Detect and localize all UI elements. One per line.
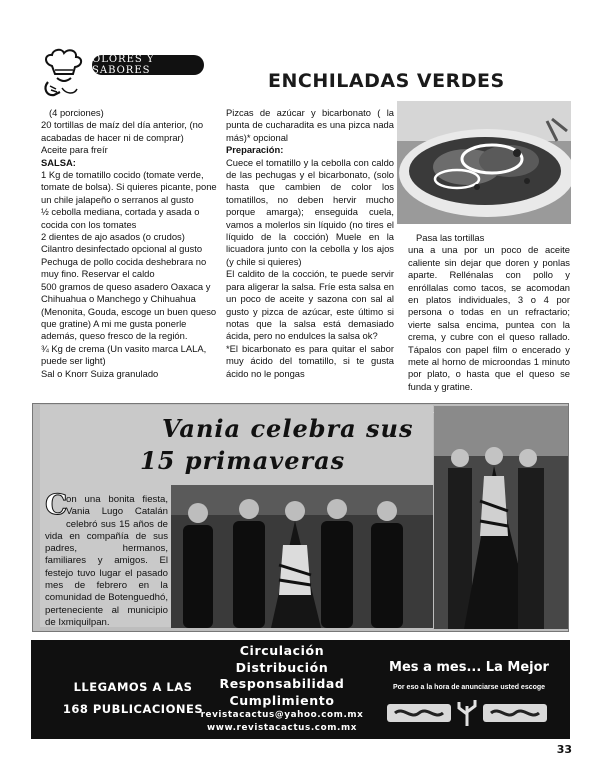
banner-email[interactable]: revistacactus@yahoo.com.mx <box>200 710 364 720</box>
recipe-paragraph: Pizcas de azúcar y bicarbonato ( la punta de cucharadita es una pizca nada más)* opcional <box>226 107 394 143</box>
banner-value-cumplimiento: Cumplimiento <box>229 692 335 708</box>
recipe-paragraph: Cuece el tomatillo y la cebolla con caldo de las pechugas y el bicarbonato, (solo hasta que cambien de color los tomatillos, no deben hervir mucho porque amarga); enseguida cuela, vamos a molerlos sin líquido (no tires el líquido de la cocción) Muele en la licuadora junto con la cebolla y los ajos (y chile si quieres) <box>226 156 394 267</box>
dropcap-letter: C <box>45 488 68 521</box>
cactus-logo <box>387 700 547 726</box>
recipe-paragraph: SALSA: <box>41 156 76 168</box>
recipe-paragraph: ¾ Kg de crema (Un vasito marca LALA, puede ser light) <box>41 342 207 367</box>
recipe-paragraph: 2 dientes de ajo asados (o crudos) <box>41 231 185 243</box>
enchiladas-photo <box>397 101 571 224</box>
recipe-paragraph: Aceite para freír <box>41 144 108 156</box>
banner-value-responsabilidad: Responsabilidad <box>219 676 345 691</box>
banner-slogan: Mes a mes... La Mejor <box>389 660 549 675</box>
banner-publications <box>58 676 208 720</box>
banner-slogan-sub: Por eso a la hora de anunciarse usted escoge <box>392 684 546 691</box>
recipe-paragraph: Pasa las tortillas <box>416 232 485 243</box>
recipe-paragraph: *El bicarbonato es para quitar el sabor muy ácido del tomatillo, si te gusta ácido no le pongas <box>226 342 394 379</box>
vania-article-text <box>45 488 168 629</box>
chef-hat-logo <box>40 48 86 100</box>
vania-headline <box>140 413 430 477</box>
vania-headline-line1: Vania celebra sus <box>162 414 414 443</box>
recipe-paragraph: Cilantro desinfectado opcional al gusto <box>41 243 203 255</box>
group-photo <box>171 485 433 628</box>
banner-publications-line2: 168 PUBLICACIONES <box>62 702 204 716</box>
recipe-paragraph: Pechuga de pollo cocida deshebrara no muy fino. Reservar el caldo <box>41 255 207 280</box>
banner-publications-line1: LLEGAMOS A LAS <box>73 680 193 694</box>
recipe-paragraph: una a una por un poco de aceite caliente sin dejar que doren y ponlas aparte. Rellénalas con pollo y enróllalas como tacos, se acomodan en platos individuales, 3 o 4 por persona o todas en un refractario; vierte salsa encima, puntea con la crema, y cubre con el queso rallado. Tápalos con papel film o encerado y mete al horno de microondas 1 minuto por plato, o hasta que el queso se funda y gratine. <box>408 244 570 392</box>
banner-value-circulacion: Circulación <box>239 643 325 658</box>
recipe-paragraph: Sal o Knorr Suiza granulado <box>41 367 159 379</box>
ingredients-column <box>41 107 219 380</box>
family-photo <box>434 406 568 629</box>
recipe-paragraph: (4 porciones) <box>49 107 104 118</box>
banner-website[interactable]: www.revistacactus.com.mx <box>206 723 357 733</box>
recipe-title: ENCHILADAS VERDES <box>268 70 505 92</box>
recipe-paragraph: 20 tortillas de maíz del día anterior, (no acabadas de hacer ni de comprar) <box>41 119 204 143</box>
recipe-paragraph: 1 Kg de tomatillo cocido (tomate verde, tomate de bolsa). Si quieres picante, pone un chile jalapeño o serranos al gusto <box>41 169 217 205</box>
banner-values <box>197 643 367 735</box>
preparation-column <box>226 107 394 380</box>
instructions-column <box>408 232 570 393</box>
section-tag: OLORES Y SABORES <box>92 55 204 75</box>
vania-article-body: on una bonita fiesta, Vania Lugo Catalán celebró sus 15 años de vida en compañía de sus padres, hermanos, familiares y amigos. El festejo tuvo lugar el pasado mes de febrero en la comunidad de Botenguedhó, perteneciente al municipio de Ixmiquilpan. <box>45 494 168 628</box>
recipe-paragraph: ½ cebolla mediana, cortada y asada o cocida con los tomates <box>41 206 200 230</box>
page-number: 33 <box>556 743 572 756</box>
banner-value-distribucion: Distribución <box>235 659 329 675</box>
recipe-paragraph: El caldito de la cocción, te puede servir para aligerar la salsa. Fríe esta salsa en un poco de aceite y sazona con sal al gusto y pizca de azúcar, este último si notas que la salsa está demasiado ácida, pero no endulces la salsa ok? <box>226 268 394 342</box>
recipe-paragraph: Preparación: <box>226 144 284 156</box>
recipe-paragraph: 500 gramos de queso asadero Oaxaca y Chihuahua o Manchego y Chihuahua (Menonita, Gouda, escoge un buen queso que gratine) A mi me gusta ponerle además, queso fresco de la región. <box>41 280 217 342</box>
vania-headline-line2: 15 primaveras <box>140 446 346 475</box>
